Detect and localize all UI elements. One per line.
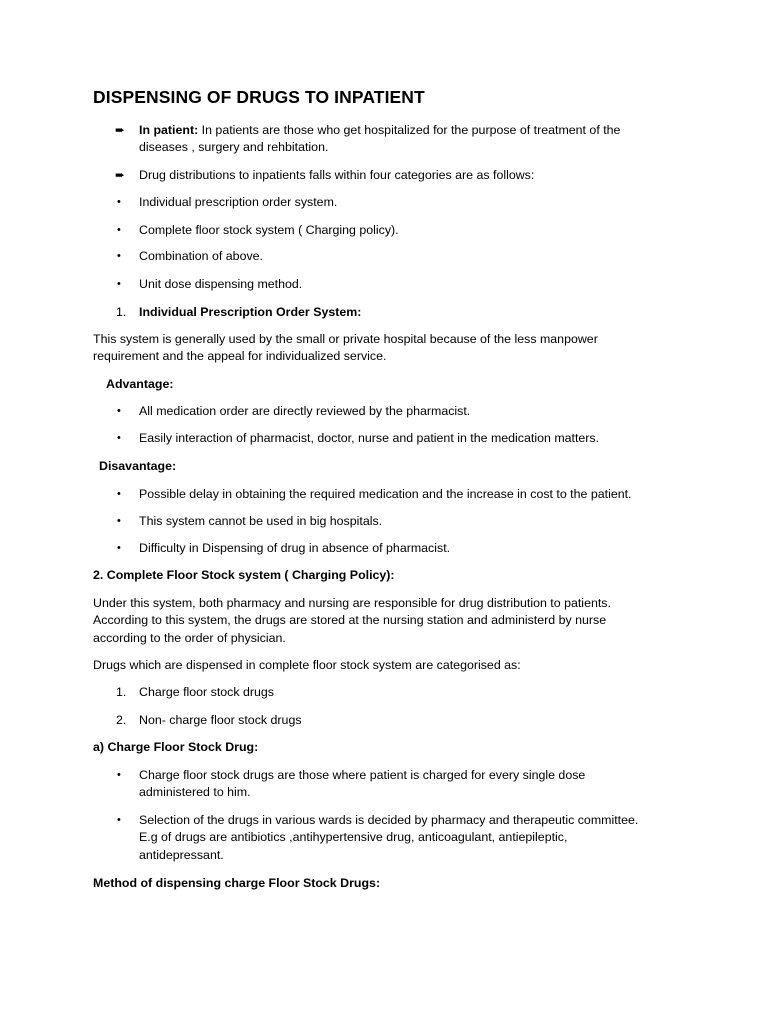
disadvantage-item: This system cannot be used in big hospitals. bbox=[139, 514, 383, 528]
disadvantage-item: Difficulty in Dispensing of drug in absence of pharmacist. bbox=[139, 541, 451, 555]
section1-paragraph-line1: This system is generally used by the small or private hospital because of the less manpower bbox=[93, 332, 598, 346]
category-item: Complete floor stock system ( Charging policy). bbox=[139, 223, 399, 237]
distribution-intro: Drug distributions to inpatients falls within four categories are as follows: bbox=[139, 168, 535, 182]
section2-paragraph-line: According to this system, the drugs are stored at the nursing station and administerd by nurse bbox=[93, 613, 607, 627]
bullet-icon: • bbox=[117, 769, 121, 781]
bullet-icon: • bbox=[117, 814, 121, 826]
charge-floor-stock-item-line1: Charge floor stock drugs are those where patient is charged for every single dose bbox=[139, 768, 586, 782]
bullet-icon: • bbox=[117, 515, 121, 527]
disadvantage-item: Possible delay in obtaining the required medication and the increase in cost to the patient. bbox=[139, 487, 632, 501]
inpatient-definition-line2: diseases , surgery and rehbitation. bbox=[139, 140, 329, 154]
advantage-item: All medication order are directly reviewed by the pharmacist. bbox=[139, 404, 471, 418]
advantage-heading: Advantage: bbox=[106, 377, 174, 391]
list-number: 2. bbox=[116, 713, 127, 727]
category-item: Individual prescription order system. bbox=[139, 195, 338, 209]
section1-heading: Individual Prescription Order System: bbox=[139, 305, 362, 319]
drug-selection-line2: E.g of drugs are antibiotics ,antihypertensive drug, anticoagulant, antiepileptic, bbox=[139, 830, 568, 844]
section2-heading: 2. Complete Floor Stock system ( Charging Policy): bbox=[93, 568, 395, 582]
bullet-icon: • bbox=[117, 196, 121, 208]
bullet-icon: • bbox=[117, 488, 121, 500]
inpatient-definition-line1 bbox=[139, 122, 620, 139]
section2-paragraph-line: Under this system, both pharmacy and nursing are responsible for drug distribution to patients. bbox=[93, 596, 611, 610]
category-item: Unit dose dispensing method. bbox=[139, 277, 303, 291]
charge-floor-stock-item-line2: administered to him. bbox=[139, 785, 251, 799]
drug-selection-line3: antidepressant. bbox=[139, 848, 224, 862]
disadvantage-heading: Disavantage: bbox=[99, 459, 177, 473]
floor-stock-type: Non- charge floor stock drugs bbox=[139, 713, 302, 727]
bullet-icon: • bbox=[117, 250, 121, 262]
section2-paragraph-line: according to the order of physician. bbox=[93, 631, 286, 645]
page-title: DISPENSING OF DRUGS TO INPATIENT bbox=[93, 87, 425, 107]
bullet-icon: • bbox=[117, 278, 121, 290]
bullet-icon: • bbox=[117, 224, 121, 236]
bullet-icon: • bbox=[117, 542, 121, 554]
categorised-intro: Drugs which are dispensed in complete floor stock system are categorised as: bbox=[93, 658, 521, 672]
bullet-icon: • bbox=[117, 432, 121, 444]
inpatient-term: In patient: bbox=[139, 123, 199, 137]
inpatient-definition-text: In patients are those who get hospitalized for the purpose of treatment of the bbox=[198, 123, 621, 137]
list-number: 1. bbox=[116, 685, 127, 699]
method-heading: Method of dispensing charge Floor Stock Drugs: bbox=[93, 876, 381, 890]
floor-stock-type: Charge floor stock drugs bbox=[139, 685, 274, 699]
arrow-bullet-icon: ➨ bbox=[115, 123, 126, 137]
section-number: 1. bbox=[116, 305, 127, 319]
arrow-bullet-icon: ➨ bbox=[115, 168, 126, 182]
charge-floor-stock-heading: a) Charge Floor Stock Drug: bbox=[93, 740, 259, 754]
drug-selection-line1: Selection of the drugs in various wards is decided by pharmacy and therapeutic committee. bbox=[139, 813, 639, 827]
section1-paragraph-line2: requirement and the appeal for individualized service. bbox=[93, 349, 387, 363]
bullet-icon: • bbox=[117, 405, 121, 417]
advantage-item: Easily interaction of pharmacist, doctor, nurse and patient in the medication matters. bbox=[139, 431, 600, 445]
category-item: Combination of above. bbox=[139, 249, 263, 263]
